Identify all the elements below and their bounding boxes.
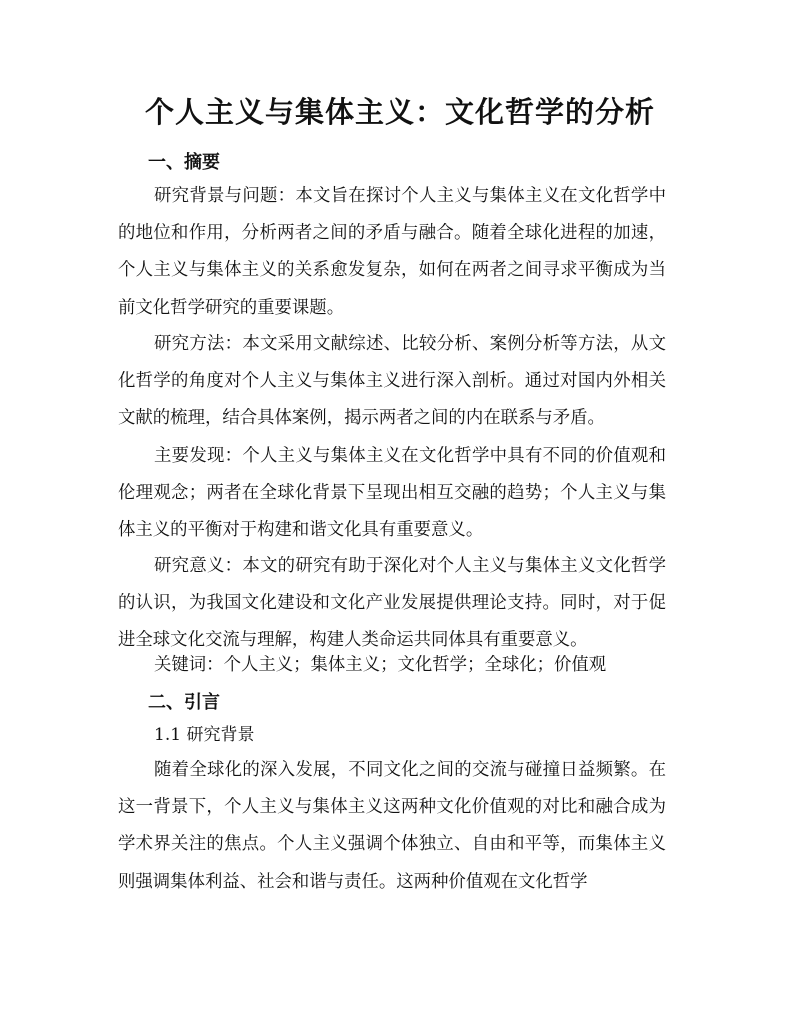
intro-subheading: 1.1 研究背景: [154, 725, 255, 745]
abstract-background-paragraph: 研究背景与问题：本文旨在探讨个人主义与集体主义在文化哲学中的地位和作用，分析两者之间的矛盾与融合。随着全球化进程的加速，个人主义与集体主义的关系愈发复杂，如何在两者之间寻求平衡成为当前文化哲学研究的重要课题。: [118, 186, 666, 318]
abstract-heading: 一、摘要: [148, 152, 220, 173]
keywords-line: 关键词：个人主义；集体主义；文化哲学；全球化；价值观: [154, 655, 607, 675]
abstract-method-paragraph: 研究方法：本文采用文献综述、比较分析、案例分析等方法，从文化哲学的角度对个人主义与集体主义进行深入剖析。通过对国内外相关文献的梳理，结合具体案例，揭示两者之间的内在联系与矛盾。: [118, 334, 666, 429]
abstract-findings-paragraph: 主要发现：个人主义与集体主义在文化哲学中具有不同的价值观和伦理观念；两者在全球化背景下呈现出相互交融的趋势；个人主义与集体主义的平衡对于构建和谐文化具有重要意义。: [118, 446, 666, 541]
abstract-significance-paragraph: 研究意义：本文的研究有助于深化对个人主义与集体主义文化哲学的认识，为我国文化建设和文化产业发展提供理论支持。同时，对于促进全球文化交流与理解，构建人类命运共同体具有重要意义。: [118, 556, 666, 651]
intro-heading: 二、引言: [148, 692, 220, 713]
intro-paragraph: 随着全球化的深入发展，不同文化之间的交流与碰撞日益频繁。在这一背景下，个人主义与集体主义这两种文化价值观的对比和融合成为学术界关注的焦点。个人主义强调个体独立、自由和平等，而集体主义则强调集体利益、社会和谐与责任。这两种价值观在文化哲学: [118, 760, 666, 892]
document-title: 个人主义与集体主义：文化哲学的分析: [144, 95, 655, 129]
